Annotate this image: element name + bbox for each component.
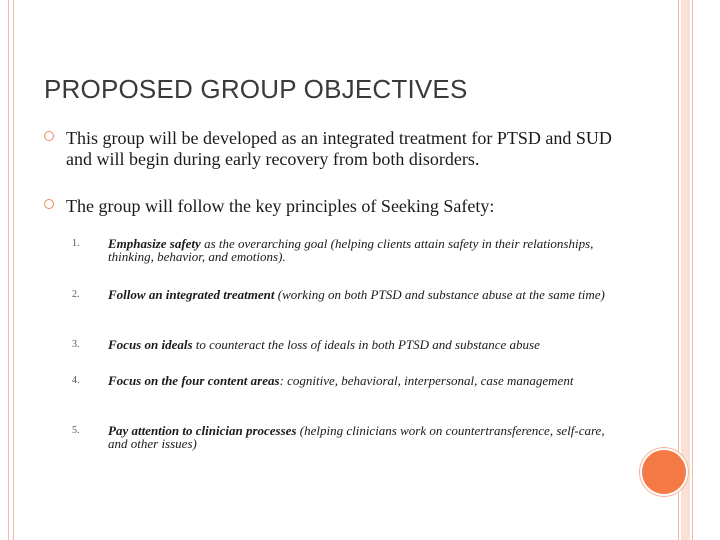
bullet-text: The group will follow the key principles of Seeking Safety: bbox=[66, 196, 495, 216]
principle-number: 1. bbox=[72, 238, 80, 249]
principle-bold: Focus on ideals bbox=[108, 337, 193, 352]
bullet-circle-icon bbox=[44, 131, 54, 141]
principle-number: 3. bbox=[72, 339, 80, 350]
principle-number: 4. bbox=[72, 375, 80, 386]
bullet-item bbox=[44, 128, 614, 170]
bullet-item bbox=[44, 196, 614, 217]
principle-bold: Emphasize safety bbox=[108, 236, 201, 251]
left-border-decoration bbox=[8, 0, 14, 540]
principle-bold: Pay attention to clinician processes bbox=[108, 423, 297, 438]
principle-rest: as the overarching goal (helping clients attain safety in their relationships, thinking, behavior, and emotions). bbox=[108, 236, 594, 264]
principle-rest: : cognitive, behavioral, interpersonal, case management bbox=[279, 373, 574, 388]
principle-item bbox=[72, 237, 617, 263]
slide-title: PROPOSED GROUP OBJECTIVES bbox=[44, 74, 468, 104]
principle-number: 2. bbox=[72, 289, 80, 300]
principle-bold: Focus on the four content areas bbox=[108, 373, 280, 388]
principle-rest: (helping clinicians work on countertransference, self-care, and other issues) bbox=[108, 423, 605, 451]
bullet-circle-icon bbox=[44, 199, 54, 209]
bullet-text: This group will be developed as an integrated treatment for PTSD and SUD and will begin during early recovery from both disorders. bbox=[66, 128, 612, 169]
principle-bold: Follow an integrated treatment bbox=[108, 287, 275, 302]
orange-circle-decoration bbox=[642, 450, 686, 494]
principle-item bbox=[72, 288, 617, 301]
principle-item bbox=[72, 424, 617, 450]
principle-rest: (working on both PTSD and substance abuse at the same time) bbox=[274, 287, 605, 302]
principle-item bbox=[72, 374, 617, 387]
principle-rest: to counteract the loss of ideals in both PTSD and substance abuse bbox=[192, 337, 540, 352]
principle-number: 5. bbox=[72, 425, 80, 436]
principle-item bbox=[72, 338, 617, 351]
